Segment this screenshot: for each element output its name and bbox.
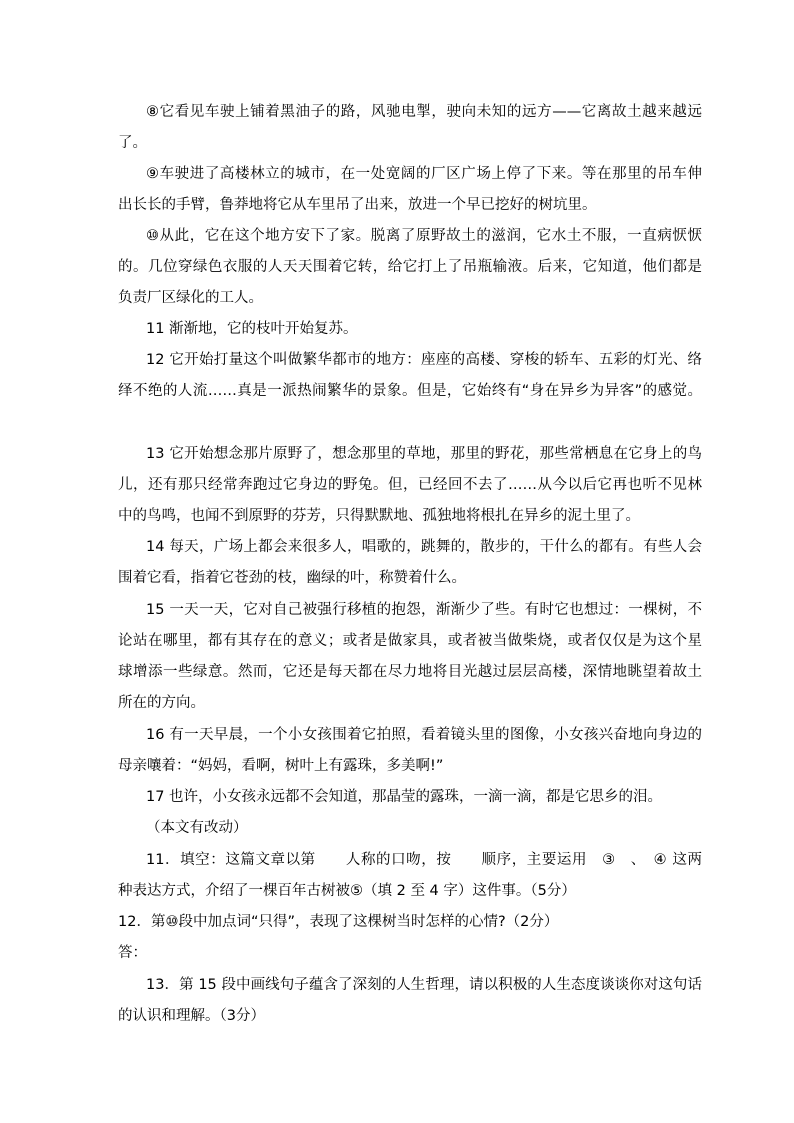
- paragraph-13-line-2: 儿，还有那只经常奔跑过它身边的野兔。但，已经回不去了……从今以后它再也听不见林: [118, 477, 702, 493]
- paragraph-8-line-2: 了。: [118, 135, 147, 151]
- paragraph-10-line-3: 负责厂区绿化的工人。: [118, 290, 263, 306]
- answer-label: 答：: [118, 945, 147, 961]
- question-13-line-2: 的认识和理解。（3分）: [118, 1008, 265, 1024]
- paragraph-12-line-2: 绎不绝的人流……真是一派热闹繁华的景象。但是，它始终有“身在异乡为异客”的感觉。: [118, 383, 702, 399]
- paragraph-8-line-1: ⑧它看见车驶上铺着黑油子的路，风驰电掣，驶向未知的远方——它离故土越来越远: [146, 104, 702, 120]
- paragraph-12-line-1: 12 它开始打量这个叫做繁华都市的地方：座座的高楼、穿梭的轿车、五彩的灯光、络: [146, 352, 702, 368]
- paragraph-15-line-1: 15 一天一天，它对自己被强行移植的抱怨，渐渐少了些。有时它也想过：一棵树，不: [146, 602, 702, 618]
- paragraph-9-line-1: ⑨车驶进了高楼林立的城市，在一处宽阔的厂区广场上停了下来。等在那里的吊车伸: [146, 166, 702, 182]
- paragraph-13-line-3: 中的鸟鸣，也闻不到原野的芬芳，只得默默地、孤独地将根扎在异乡的泥土里了。: [118, 508, 640, 524]
- question-11-line-1: 11．填空：这篇文章以第 人称的口吻，按 顺序，主要运用 ③ 、 ④ 这两: [146, 852, 702, 868]
- question-11-line-2: 种表达方式，介绍了一棵百年古树被⑤（填 2 至 4 字）这件事。（5分）: [118, 883, 576, 899]
- question-12: 12．第⑩段中加点词“只得”，表现了这棵树当时怎样的心情?（2分）: [118, 914, 559, 930]
- paragraph-10-line-2: 的。几位穿绿色衣服的人天天围着它转，给它打上了吊瓶输液。后来，它知道，他们都是: [118, 259, 702, 275]
- paragraph-13-line-1: 13 它开始想念那片原野了，想念那里的草地，那里的野花，那些常栖息在它身上的鸟: [146, 446, 702, 462]
- source-note: （本文有改动）: [146, 820, 248, 836]
- paragraph-15-line-3: 球增添一些绿意。然而，它还是每天都在尽力地将目光越过层层高楼，深情地眺望着故土: [118, 664, 702, 680]
- question-13-line-1: 13．第 15 段中画线句子蕴含了深刻的人生哲理，请以积极的人生态度谈谈你对这句话: [146, 977, 702, 993]
- paragraph-10-line-1: ⑩从此，它在这个地方安下了家。脱离了原野故土的滋润，它水土不服，一直病恹恹: [146, 228, 702, 244]
- paragraph-11-line-1: 11 渐渐地，它的枝叶开始复苏。: [146, 321, 358, 337]
- paragraph-14-line-1: 14 每天，广场上都会来很多人，唱歌的，跳舞的，散步的，干什么的都有。有些人会: [146, 539, 702, 555]
- paragraph-15-line-2: 论站在哪里，都有其存在的意义；或者是做家具，或者被当做柴烧，或者仅仅是为这个星: [118, 633, 702, 649]
- paragraph-16-line-1: 16 有一天早晨，一个小女孩围着它拍照，看着镜头里的图像，小女孩兴奋地向身边的: [146, 727, 702, 743]
- paragraph-16-line-2: 母亲嚷着：“妈妈，看啊，树叶上有露珠，多美啊!”: [118, 758, 444, 774]
- paragraph-15-line-4: 所在的方向。: [118, 695, 205, 711]
- paragraph-17-line-1: 17 也许，小女孩永远都不会知道，那晶莹的露珠，一滴一滴，都是它思乡的泪。: [146, 789, 663, 805]
- paragraph-9-line-2: 出长长的手臂，鲁莽地将它从车里吊了出来，放进一个早已挖好的树坑里。: [118, 197, 597, 213]
- paragraph-14-line-2: 围着它看，指着它苍劲的枝，幽绿的叶，称赞着什么。: [118, 570, 466, 586]
